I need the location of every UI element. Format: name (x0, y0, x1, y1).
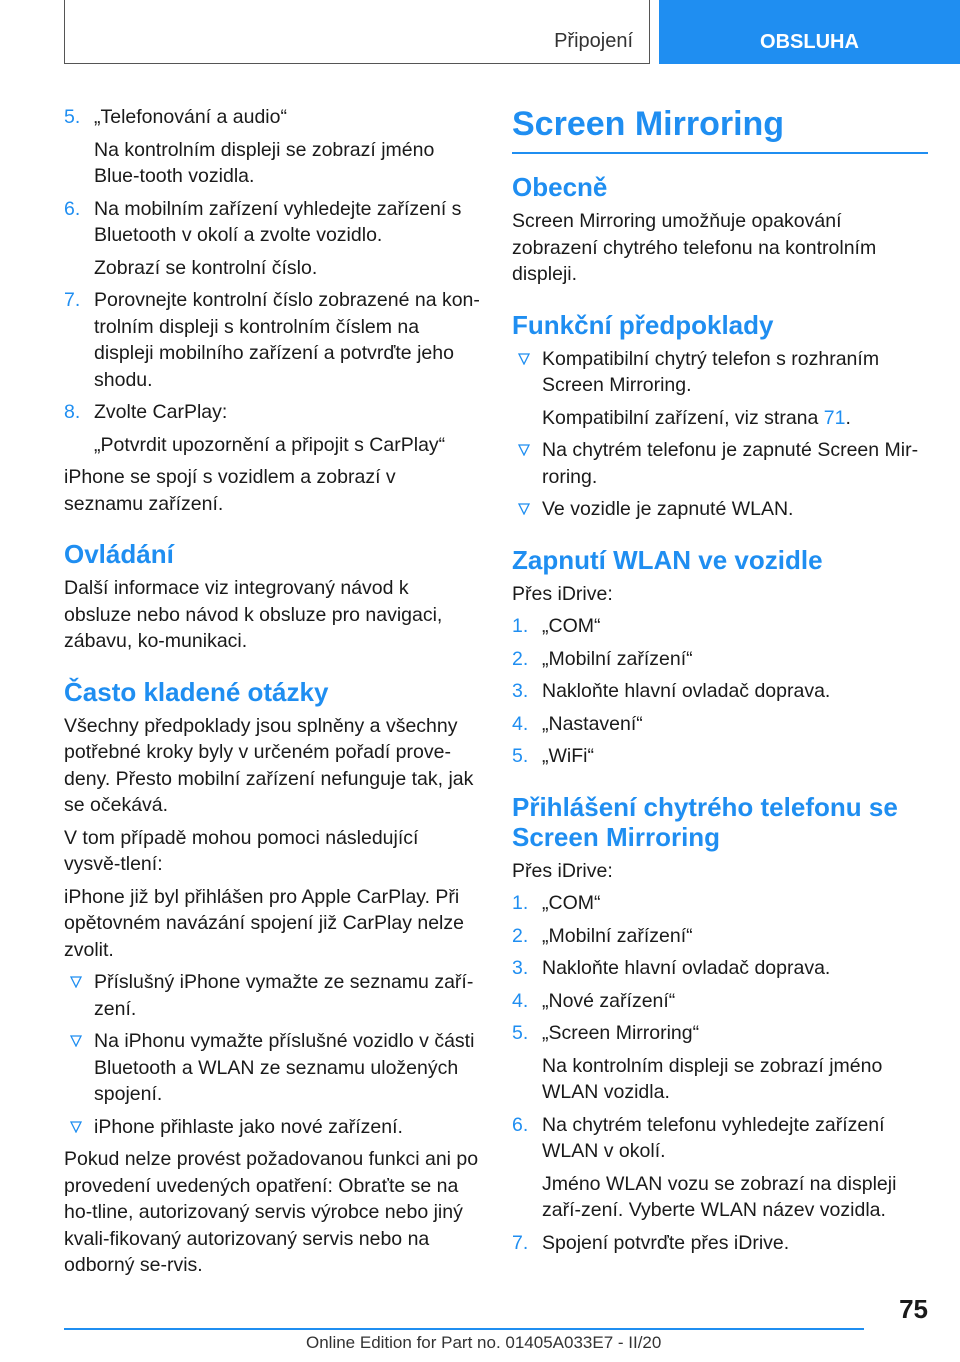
triangle-bullet-icon (70, 976, 82, 988)
item-text: „Nové zařízení“ (542, 989, 676, 1012)
paragraph: Přes iDrive: (512, 582, 613, 605)
item-text: Zvolte CarPlay: (94, 401, 228, 423)
item-number: 4. (512, 989, 529, 1012)
list-item (512, 923, 928, 950)
item-number: 6. (64, 197, 81, 220)
item-number: 6. (512, 1113, 529, 1136)
item-text: „COM“ (542, 615, 601, 637)
heading-obecne: Obecně (512, 172, 608, 202)
list-item (64, 196, 480, 249)
paragraph: Všechny předpoklady jsou splněny a všechny potřebné kroky byly v určeném pořadí prove-deny. Přesto mobilní zařízení nefunguje tak, jak se očekává. (64, 714, 474, 816)
paragraph: Další informace viz integrovaný návod k obsluze nebo návod k obsluze pro navigaci, zábavu, ko-munikaci. (64, 577, 443, 652)
paragraph: iPhone již byl přihlášen pro Apple CarPlay. Při opětovném navázání spojení již CarPlay nelze zvolit. (64, 885, 464, 961)
item-text: „Mobilní zařízení“ (542, 924, 693, 947)
item-number: 7. (64, 289, 81, 311)
header-box (64, 0, 650, 64)
bullet-item (64, 1114, 480, 1141)
list-item (512, 613, 928, 640)
item-number: 5. (512, 1022, 529, 1044)
bullet-text: Kompatibilní chytrý telefon s rozhraním Screen Mirroring. (542, 347, 880, 396)
bullet-text: Ve vozidle je zapnuté WLAN. (542, 498, 794, 520)
item-number: 2. (512, 924, 529, 947)
item-number: 8. (64, 401, 81, 423)
list-item (512, 711, 928, 738)
bullet-text: Na chytrém telefonu je zapnuté Screen Mir-roring. (542, 439, 919, 488)
paragraph: Pokud nelze provést požadovanou funkci ani po provedení uvedených opatření: Obraťte se na ho-tline, autorizovaný servis výrobce nebo jiný kvali-fikovaný autorizovaný servis nebo na odborný se-rvis. (64, 1148, 479, 1276)
section-title: Připojení (554, 30, 633, 52)
right-column (512, 104, 928, 1262)
list-item (512, 1230, 928, 1257)
left-column (64, 104, 480, 1285)
paragraph: Screen Mirroring umožňuje opakování zobrazení chytrého telefonu na kontrolním displeji. (512, 210, 877, 285)
item-subtext: Na kontrolním displeji se zobrazí jméno WLAN vozidla. (542, 1054, 883, 1103)
item-number: 2. (512, 647, 529, 670)
chapter-tab (659, 0, 960, 64)
bullet-item (512, 496, 928, 523)
list-item (512, 646, 928, 673)
list-item (64, 399, 480, 426)
item-number: 7. (512, 1231, 529, 1254)
bullet-item (512, 346, 928, 399)
bullet-text: Příslušný iPhone vymažte ze seznamu zaří-zení. (94, 971, 474, 1020)
paragraph: iPhone se spojí s vozidlem a zobrazí v seznamu zařízení. (64, 466, 396, 515)
item-subtext: „Potvrdit upozornění a připojit s CarPlay“ (94, 433, 446, 456)
heading-wlan: Zapnutí WLAN ve vozidle (512, 544, 823, 575)
bullet-text: iPhone přihlaste jako nové zařízení. (94, 1115, 403, 1138)
bullet-item (64, 1028, 480, 1108)
list-item (512, 955, 928, 982)
bullet-item (64, 969, 480, 1022)
footer-edition: Online Edition for Part no. 01405A033E7 - II/20 (306, 1333, 662, 1352)
item-number: 3. (512, 680, 529, 702)
item-text: Na chytrém telefonu vyhledejte zařízení WLAN v okolí. (542, 1113, 885, 1162)
item-text: Spojení potvrďte přes iDrive. (542, 1231, 790, 1254)
list-item (512, 743, 928, 770)
item-text: „Mobilní zařízení“ (542, 647, 693, 670)
item-text: „COM“ (542, 892, 601, 914)
item-number: 5. (64, 106, 81, 128)
item-text: „Screen Mirroring“ (542, 1022, 700, 1044)
item-text: Nakloňte hlavní ovladač doprava. (542, 957, 831, 979)
list-item (512, 678, 928, 705)
list-item (512, 890, 928, 917)
section-heading-screen-mirroring: Screen Mirroring (512, 104, 928, 154)
item-number: 5. (512, 745, 529, 767)
item-text: „WiFi“ (542, 745, 594, 767)
item-number: 3. (512, 957, 529, 979)
list-item (512, 1020, 928, 1047)
triangle-bullet-icon (518, 353, 530, 365)
triangle-bullet-icon (518, 444, 530, 456)
bullet-subtext (512, 405, 928, 432)
item-number: 1. (512, 892, 529, 914)
list-item (512, 1112, 928, 1165)
triangle-bullet-icon (518, 503, 530, 515)
page-number: 75 (899, 1294, 928, 1324)
item-text: Nakloňte hlavní ovladač doprava. (542, 680, 831, 702)
triangle-bullet-icon (70, 1035, 82, 1047)
heading-faq: Často kladené otázky (64, 676, 329, 707)
item-text: Porovnejte kontrolní číslo zobrazené na kon-trolním displeji s kontrolním číslem na displeji mobilního zařízení a potvrďte jeho shodu. (94, 289, 480, 391)
bullet-text: Na iPhonu vymažte příslušné vozidlo v části Bluetooth a WLAN ze seznamu uložených spojení. (94, 1030, 475, 1105)
item-subtext: Zobrazí se kontrolní číslo. (94, 256, 318, 279)
page-reference-link[interactable]: 71 (823, 406, 846, 429)
chapter-tab-label: OBSLUHA (760, 31, 859, 53)
footer-divider (64, 1328, 864, 1330)
list-item (512, 988, 928, 1015)
item-text: „Nastavení“ (542, 712, 643, 735)
item-subtext: Jméno WLAN vozu se zobrazí na displeji zaří-zení. Vyberte WLAN název vozidla. (542, 1172, 897, 1221)
subtext-prefix: Kompatibilní zařízení, viz strana (542, 406, 824, 429)
paragraph: Přes iDrive: (512, 859, 613, 882)
list-item (64, 287, 480, 393)
list-item (64, 104, 480, 131)
item-text: „Telefonování a audio“ (94, 106, 287, 128)
bullet-item (512, 437, 928, 490)
item-subtext: Na kontrolním displeji se zobrazí jméno Blue-tooth vozidla. (94, 138, 435, 187)
subtext-suffix: . (845, 406, 851, 429)
heading-ovladani: Ovládání (64, 539, 174, 569)
triangle-bullet-icon (70, 1121, 82, 1133)
item-number: 1. (512, 615, 529, 637)
heading-predpoklady: Funkční předpoklady (512, 309, 774, 340)
item-text: Na mobilním zařízení vyhledejte zařízení s Bluetooth v okolí a zvolte vozidlo. (94, 197, 462, 246)
paragraph: V tom případě mohou pomoci následující vysvě-tlení: (64, 826, 419, 875)
heading-login: Přihlášení chytrého telefonu se Screen Mirroring (512, 791, 898, 852)
item-number: 4. (512, 712, 529, 735)
